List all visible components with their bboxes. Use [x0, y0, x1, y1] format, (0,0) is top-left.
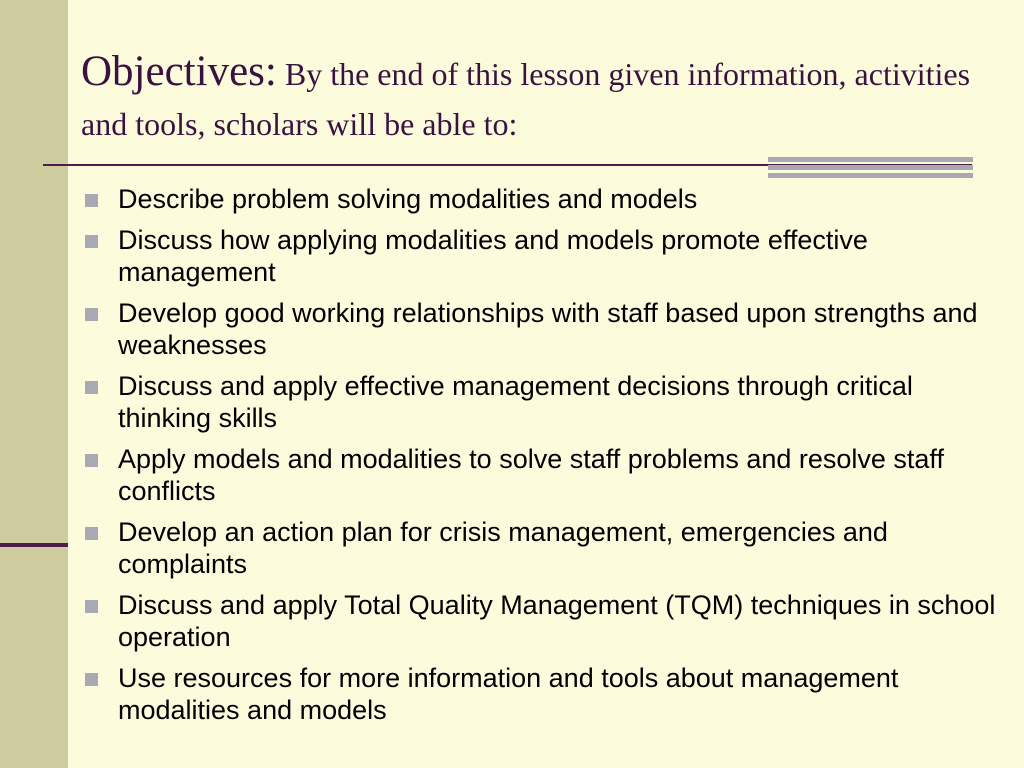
square-bullet-icon: [85, 600, 98, 613]
list-item: [85, 443, 1005, 507]
list-item: [85, 183, 1005, 215]
list-item: [85, 297, 1005, 361]
list-item-text: Discuss and apply effective management decisions through critical thinking skills: [118, 371, 913, 433]
list-item-text: Develop an action plan for crisis management, emergencies and complaints: [118, 517, 888, 579]
title-subtitle: By the end of this lesson given information, activities and tools, scholars will be able to:: [81, 56, 971, 142]
list-item-text: Describe problem solving modalities and models: [118, 184, 698, 214]
left-decor-bar: [0, 0, 68, 768]
list-item: [85, 370, 1005, 434]
list-item: [85, 589, 1005, 653]
list-item-text: Discuss how applying modalities and models promote effective management: [118, 225, 868, 287]
left-accent-line: [0, 543, 68, 547]
title-divider-stripes: [768, 157, 973, 178]
list-item-text: Discuss and apply Total Quality Management (TQM) techniques in school operation: [118, 590, 996, 652]
divider-stripe: [768, 173, 973, 178]
square-bullet-icon: [85, 308, 98, 321]
list-item: [85, 224, 1005, 288]
square-bullet-icon: [85, 454, 98, 467]
square-bullet-icon: [85, 673, 98, 686]
square-bullet-icon: [85, 527, 98, 540]
list-item: [85, 516, 1005, 580]
slide-title: [81, 47, 1016, 149]
list-item: [85, 662, 1005, 726]
square-bullet-icon: [85, 381, 98, 394]
divider-stripe: [768, 165, 973, 170]
square-bullet-icon: [85, 194, 98, 207]
list-item-text: Develop good working relationships with staff based upon strengths and weaknesses: [118, 298, 978, 360]
list-item-text: Apply models and modalities to solve staff problems and resolve staff conflicts: [118, 444, 944, 506]
divider-stripe: [768, 157, 973, 162]
title-main: Objectives:: [81, 48, 277, 95]
square-bullet-icon: [85, 235, 98, 248]
list-item-text: Use resources for more information and tools about management modalities and models: [118, 663, 899, 725]
objectives-list: [85, 183, 1005, 735]
